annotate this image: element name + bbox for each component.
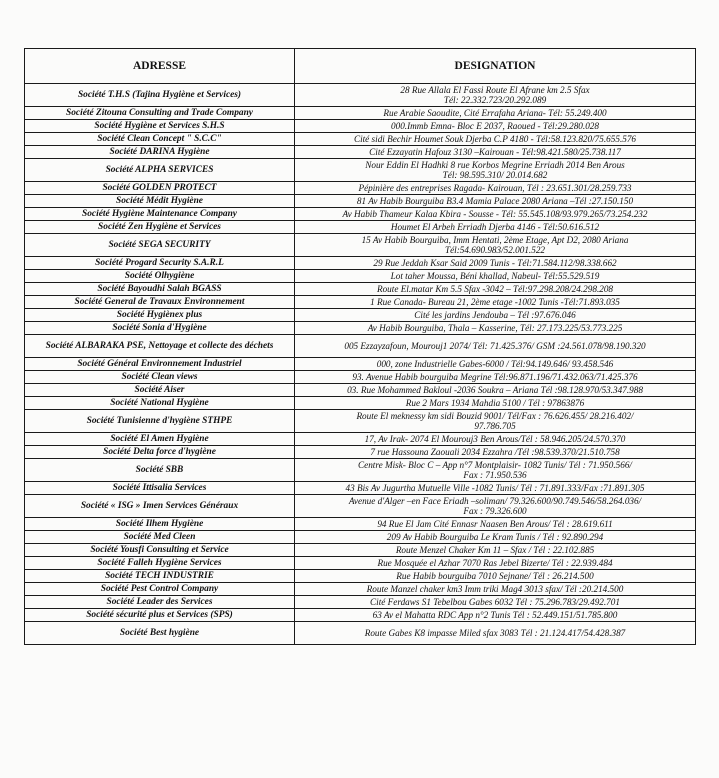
designation-line: 005 Ezzayzafoun, Mourouj1 2074/ Tél: 71.425.376/ GSM :24.561.078/98.190.320	[344, 341, 646, 351]
company-designation	[295, 544, 696, 557]
table-row	[25, 384, 696, 397]
designation-line: Cité les jardins Jendouba – Tél :97.676.046	[414, 310, 576, 320]
company-designation	[295, 146, 696, 159]
company-name: Société Delta force d'hygiène	[25, 446, 295, 459]
designation-line: Cité sidi Bechir Houmet Souk Djerba C.P 4180 - Tél:58.123.820/75.655.576	[353, 134, 637, 144]
table-row	[25, 335, 696, 358]
company-designation	[295, 234, 696, 257]
designation-line: Route El.matar Km 5.5 Sfax -3042 – Tél:97.298.208/24.298.208	[376, 284, 614, 294]
designation-line: 63 Av el Mahatta RDC App n°2 Tunis Tél : 52.449.151/51.785.800	[372, 610, 618, 620]
company-designation	[295, 446, 696, 459]
company-designation	[295, 159, 696, 182]
table-row	[25, 446, 696, 459]
company-name: Société Clean Concept " S.C.C"	[25, 133, 295, 146]
company-name: Société DARINA Hygiène	[25, 146, 295, 159]
company-name: Société Général Environnement Industriel	[25, 358, 295, 371]
company-name: Société GOLDEN PROTECT	[25, 182, 295, 195]
company-name: Société Progard Security S.A.R.L	[25, 257, 295, 270]
designation-line: Route Manzel chaker km3 Imm triki Mag4 3013 sfax/ Tél :20.214.500	[366, 584, 624, 594]
company-name: Société General de Travaux Environnement	[25, 296, 295, 309]
designation-line: Houmet El Arbeh Erriadh Djerba 4146 - Tél:50.616.512	[390, 222, 600, 232]
designation-line: Tél:54.690.983/52.001.522	[444, 245, 546, 255]
designation-line: 209 Av Habib Bourguiba Le Kram Tunis / Tél : 92.890.294	[386, 532, 604, 542]
designation-line: 93. Avenue Habib bourguiba Megrine Tél:96.871.196/71.432.063/71.425.376	[352, 372, 638, 382]
company-designation	[295, 270, 696, 283]
designation-line: Rue 2 Mars 1934 Mahdia 5100 / Tél : 97863876	[405, 398, 585, 408]
designation-line: Av Habib Thameur Kalaa Kbira - Sousse - Tél: 55.545.108/93.979.265/73.254.232	[342, 209, 648, 219]
company-name: Société Hygiène Maintenance Company	[25, 208, 295, 221]
designation-line: 15 Av Habib Bourguiba, Imm Hentati, 2ème Etage, Apt D2, 2080 Ariana	[361, 235, 629, 245]
company-designation	[295, 531, 696, 544]
company-designation	[295, 208, 696, 221]
designation-line: Av Habib Bourguiba, Thala – Kasserine, Tél: 27.173.225/53.773.225	[367, 323, 623, 333]
table-row	[25, 410, 696, 433]
designation-line: 94 Rue El Jam Cité Ennasr Naasen Ben Arous/ Tél : 28.619.611	[377, 519, 613, 529]
table-row	[25, 482, 696, 495]
table-row	[25, 322, 696, 335]
company-designation	[295, 283, 696, 296]
company-name: Société Sonia d'Hygiène	[25, 322, 295, 335]
designation-line: 81 Av Habib Bourguiba B3.4 Mamia Palace 2080 Ariana –Tél :27.150.150	[356, 196, 634, 206]
table-row	[25, 596, 696, 609]
table-row	[25, 495, 696, 518]
company-name: Société ALPHA SERVICES	[25, 159, 295, 182]
company-name: Société Hygiènex plus	[25, 309, 295, 322]
designation-line: Avenue d'Alger –en Face Eriadh –soliman/ 79.326.600/90.749.546/58.264.036/	[348, 496, 642, 506]
designation-line: Route Menzel Chaker Km 11 – Sfax / Tél : 22.102.885	[395, 545, 595, 555]
company-designation	[295, 309, 696, 322]
designation-line: 17, Av Irak- 2074 El Mourouj3 Ben Arous/Tél : 58.946.205/24.570.370	[364, 434, 626, 444]
designation-line: Route El meknessy km sidi Bouzid 9001/ Tél/Fax : 76.626.455/ 28.216.402/	[356, 411, 634, 421]
table-row	[25, 120, 696, 133]
designation-line: Rue Mosquée el Azhar 7070 Ras Jebel Bizerte/ Tél : 22.939.484	[377, 558, 613, 568]
company-name: Société Médit Hygiène	[25, 195, 295, 208]
company-name: Société Ittisalia Services	[25, 482, 295, 495]
company-name: Société Tunisienne d'hygiène STHPE	[25, 410, 295, 433]
designation-line: Pépinière des entreprises Ragada- Kairouan, Tél : 23.651.301/28.259.733	[358, 183, 632, 193]
company-designation	[295, 583, 696, 596]
table-row	[25, 234, 696, 257]
designation-line: Cité Ezzayatin Hafouz 3130 –Kairouan - Tél:98.421.580/25.738.117	[369, 147, 621, 157]
company-designation	[295, 182, 696, 195]
table-row	[25, 221, 696, 234]
company-name: Société Pest Control Company	[25, 583, 295, 596]
table-row	[25, 459, 696, 482]
table-row	[25, 371, 696, 384]
designation-line: 000, zone Industrielle Gabes-6000 / Tél:94.149.646/ 93.458.546	[376, 359, 614, 369]
table-row	[25, 531, 696, 544]
header-designation: DESIGNATION	[295, 49, 696, 84]
designation-line: Route Gabes K8 impasse Miled sfax 3083 Tél : 21.124.417/54.428.387	[364, 628, 626, 638]
company-designation	[295, 296, 696, 309]
company-name: Société « ISG » Imen Services Généraux	[25, 495, 295, 518]
company-designation	[295, 384, 696, 397]
table-row	[25, 257, 696, 270]
table-row	[25, 107, 696, 120]
company-name: Société Olhygiène	[25, 270, 295, 283]
table-row	[25, 557, 696, 570]
company-designation	[295, 133, 696, 146]
table-row	[25, 296, 696, 309]
company-designation	[295, 107, 696, 120]
designation-line: 43 Bis Av Jugurtha Mutuelle Ville -1082 Tunis/ Tél : 71.891.333/Fax :71.891.305	[345, 483, 645, 493]
table-row	[25, 583, 696, 596]
company-name: Société Hygiène et Services S.H.S	[25, 120, 295, 133]
company-designation	[295, 257, 696, 270]
company-name: Société sécurité plus et Services (SPS)	[25, 609, 295, 622]
designation-line: 03. Rue Mohammed Bakloul -2036 Soukra – Ariana Tél :98.128.970/53.347.988	[347, 385, 643, 395]
table-row	[25, 208, 696, 221]
company-designation	[295, 358, 696, 371]
designation-line: 1 Rue Canada- Bureau 21, 2ème etage -1002 Tunis -Tél:71.893.035	[370, 297, 620, 307]
company-designation	[295, 518, 696, 531]
company-table	[24, 48, 696, 645]
table-row	[25, 622, 696, 645]
company-name: Société SBB	[25, 459, 295, 482]
table-row	[25, 570, 696, 583]
table-row	[25, 133, 696, 146]
designation-line: 28 Rue Allala El Fassi Route El Afrane km 2.5 Sfax	[400, 85, 590, 95]
table-row	[25, 182, 696, 195]
designation-line: Rue Habib bourguiba 7010 Sejnane/ Tél : 26.214.500	[396, 571, 594, 581]
designation-line: Rue Arabie Saoudite, Cité Errafaha Ariana- Tél: 55.249.400	[383, 108, 607, 118]
company-name: Société ALBARAKA PSE, Nettoyage et collecte des déchets	[25, 335, 295, 358]
designation-line: Cité Ferdaws S1 Tebelbou Gabes 6032 Tél : 75.296.783/29.492.701	[370, 597, 620, 607]
company-name: Société Ilhem Hygiène	[25, 518, 295, 531]
table-row	[25, 84, 696, 107]
company-name: Société National Hygiène	[25, 397, 295, 410]
designation-line: 29 Rue Jeddah Ksar Said 2009 Tunis - Tél:71.584.112/98.338.662	[373, 258, 617, 268]
company-name: Société Zitouna Consulting and Trade Company	[25, 107, 295, 120]
table-row	[25, 270, 696, 283]
company-designation	[295, 397, 696, 410]
company-name: Société Aiser	[25, 384, 295, 397]
table-row	[25, 358, 696, 371]
designation-line: Fax : 79.326.600	[463, 506, 527, 516]
company-designation	[295, 84, 696, 107]
designation-line: 97.786.705	[474, 421, 516, 431]
company-name: Société T.H.S (Tajina Hygiène et Services)	[25, 84, 295, 107]
table-body	[25, 84, 696, 645]
designation-line: Nour Eddin El Hadhki 8 rue Korbos Megrine Erriadh 2014 Ben Arous	[365, 160, 625, 170]
table-row	[25, 544, 696, 557]
company-name: Société Bayoudhi Salah BGASS	[25, 283, 295, 296]
company-name: Société Best hygiène	[25, 622, 295, 645]
designation-line: 7 rue Hassouna Zaouali 2034 Ezzahra /Tél :98.539.370/21.510.758	[370, 447, 620, 457]
company-name: Société Med Cleen	[25, 531, 295, 544]
table-row	[25, 433, 696, 446]
company-name: Société TECH INDUSTRIE	[25, 570, 295, 583]
company-designation	[295, 459, 696, 482]
designation-line: 000.Immb Emna- Bloc E 2037, Raoued - Tél:29.280.028	[391, 121, 599, 131]
table-row	[25, 159, 696, 182]
designation-line: Fax : 71.950.536	[463, 470, 527, 480]
company-designation	[295, 322, 696, 335]
company-designation	[295, 622, 696, 645]
table-row	[25, 195, 696, 208]
company-designation	[295, 120, 696, 133]
company-name: Société SEGA SECURITY	[25, 234, 295, 257]
company-designation	[295, 570, 696, 583]
company-designation	[295, 195, 696, 208]
company-designation	[295, 596, 696, 609]
company-designation	[295, 557, 696, 570]
designation-line: Tél: 22.332.723/20.292.089	[443, 95, 547, 105]
table-row	[25, 397, 696, 410]
designation-line: Tél: 98.595.310/ 20.014.682	[442, 170, 548, 180]
table-row	[25, 146, 696, 159]
company-designation	[295, 609, 696, 622]
company-designation	[295, 221, 696, 234]
company-designation	[295, 433, 696, 446]
table-row	[25, 518, 696, 531]
company-name: Société Falleh Hygiène Services	[25, 557, 295, 570]
table-row	[25, 609, 696, 622]
designation-line: Lot taher Moussa, Béni khallad, Nabeul- Tél:55.529.519	[390, 271, 600, 281]
header-adresse: ADRESSE	[25, 49, 295, 84]
designation-line: Centre Misk- Bloc C – App n°7 Montplaisir- 1082 Tunis/ Tél : 71.950.566/	[357, 460, 632, 470]
company-designation	[295, 410, 696, 433]
company-name: Société El Amen Hygiène	[25, 433, 295, 446]
company-name: Société Clean views	[25, 371, 295, 384]
table-row	[25, 309, 696, 322]
company-name: Société Leader des Services	[25, 596, 295, 609]
company-name: Société Yousfi Consulting et Service	[25, 544, 295, 557]
company-designation	[295, 482, 696, 495]
company-designation	[295, 335, 696, 358]
table-row	[25, 283, 696, 296]
company-designation	[295, 495, 696, 518]
company-designation	[295, 371, 696, 384]
company-name: Société Zen Hygiène et Services	[25, 221, 295, 234]
